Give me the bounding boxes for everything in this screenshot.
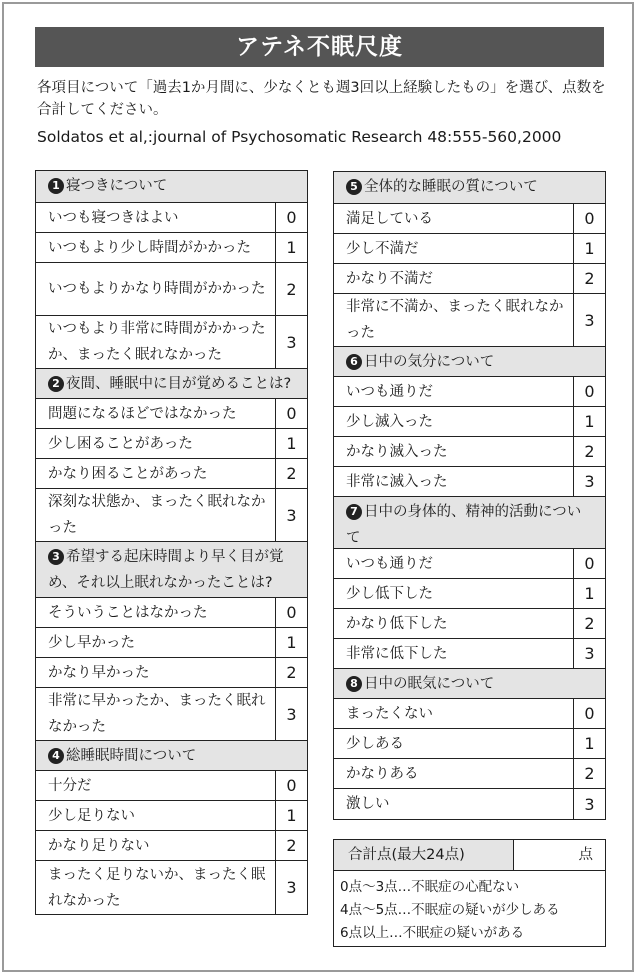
answer-option-label: 少し足りない xyxy=(36,801,276,830)
answer-option-score: 3 xyxy=(286,332,297,352)
answer-option-row[interactable] xyxy=(334,264,605,294)
answer-option-score: 0 xyxy=(286,776,297,795)
answer-option-label: そういうことはなかった xyxy=(36,598,276,627)
section-heading xyxy=(334,172,605,204)
answer-option-score: 2 xyxy=(584,269,595,288)
answer-option-row[interactable] xyxy=(334,407,605,437)
answer-option-score: 2 xyxy=(286,836,297,855)
answer-option-score: 0 xyxy=(286,208,297,227)
section-heading xyxy=(334,669,605,699)
answer-option-label: 激しい xyxy=(334,789,574,819)
answer-option-label: かなり困ることがあった xyxy=(36,459,276,488)
left-questions-table xyxy=(35,170,308,915)
interpretation-line: 0点～3点…不眠症の心配ない xyxy=(340,879,520,895)
answer-option-label: 非常に早かったか、まったく眠れなかった xyxy=(36,688,276,740)
answer-option-score: 3 xyxy=(286,878,297,897)
answer-option-row[interactable] xyxy=(36,316,307,369)
interpretation-line: 6点以上…不眠症の疑いがある xyxy=(340,925,525,941)
answer-option-label: かなり不満だ xyxy=(334,264,574,293)
answer-option-row[interactable] xyxy=(36,801,307,831)
section-heading xyxy=(36,741,307,771)
answer-option-row[interactable] xyxy=(334,639,605,669)
answer-option-label: 少しある xyxy=(334,729,574,758)
answer-option-label: まったく足りないか、まったく眠れなかった xyxy=(36,861,276,914)
answer-option-score: 2 xyxy=(286,464,297,483)
answer-option-score: 1 xyxy=(584,239,595,258)
citation-text: Soldatos et al,:journal of Psychosomatic Research 48:555-560,2000 xyxy=(37,128,562,146)
answer-option-label: かなり足りない xyxy=(36,831,276,860)
section-heading xyxy=(334,497,605,549)
section-title: 日中の眠気について xyxy=(364,676,495,692)
answer-option-row[interactable] xyxy=(334,759,605,789)
answer-option-label: 問題になるほどではなかった xyxy=(36,399,276,428)
answer-option-score: 1 xyxy=(286,806,297,825)
total-score-box xyxy=(333,839,606,947)
answer-option-score: 2 xyxy=(584,764,595,783)
answer-option-score: 0 xyxy=(286,404,297,423)
answer-option-row[interactable] xyxy=(334,579,605,609)
total-score-input[interactable] xyxy=(514,840,605,870)
answer-option-row[interactable] xyxy=(334,377,605,407)
answer-option-row[interactable] xyxy=(36,429,307,459)
page-title: アテネ不眠尺度 xyxy=(35,27,604,67)
section-heading xyxy=(36,369,307,399)
answer-option-label: いつもより非常に時間がかかったか、まったく眠れなかった xyxy=(36,316,276,368)
answer-option-label: 少し早かった xyxy=(36,628,276,657)
section-title: 希望する起床時間より早く目が覚め、それ以上眠れなかったことは? xyxy=(48,549,284,591)
answer-option-score: 2 xyxy=(286,279,297,299)
answer-option-row[interactable] xyxy=(36,861,307,914)
answer-option-score: 2 xyxy=(584,614,595,633)
answer-option-score: 0 xyxy=(584,209,595,228)
answer-option-row[interactable] xyxy=(36,203,307,233)
answer-option-label: 少し不満だ xyxy=(334,234,574,263)
section-number-badge: 3 xyxy=(48,549,64,565)
answer-option-label: いつも通りだ xyxy=(334,377,574,406)
section-number-badge: 4 xyxy=(48,748,64,764)
section-title: 寝つきについて xyxy=(66,178,168,194)
answer-option-score: 0 xyxy=(584,704,595,723)
answer-option-score: 3 xyxy=(286,704,297,724)
answer-option-label: まったくない xyxy=(334,699,574,728)
answer-option-score: 1 xyxy=(286,633,297,652)
answer-option-row[interactable] xyxy=(334,789,605,819)
answer-option-score: 1 xyxy=(584,584,595,603)
answer-option-score: 3 xyxy=(286,505,297,525)
answer-option-row[interactable] xyxy=(334,294,605,347)
answer-option-label: 満足している xyxy=(334,204,574,233)
answer-option-row[interactable] xyxy=(334,609,605,639)
section-number-badge: 7 xyxy=(346,504,362,520)
answer-option-label: かなり低下した xyxy=(334,609,574,638)
answer-option-row[interactable] xyxy=(36,489,307,542)
answer-option-row[interactable] xyxy=(36,263,307,316)
score-interpretation xyxy=(334,871,605,950)
answer-option-label: 十分だ xyxy=(36,771,276,800)
answer-option-score: 2 xyxy=(584,442,595,461)
answer-option-score: 1 xyxy=(584,412,595,431)
answer-option-label: 少し滅入った xyxy=(334,407,574,436)
answer-option-row[interactable] xyxy=(36,658,307,688)
answer-option-score: 0 xyxy=(584,554,595,573)
answer-option-row[interactable] xyxy=(334,437,605,467)
section-heading xyxy=(36,171,307,203)
answer-option-row[interactable] xyxy=(36,831,307,861)
section-number-badge: 2 xyxy=(48,376,64,392)
answer-option-row[interactable] xyxy=(334,234,605,264)
answer-option-row[interactable] xyxy=(334,467,605,497)
answer-option-score: 3 xyxy=(584,310,595,330)
answer-option-row[interactable] xyxy=(36,771,307,801)
answer-option-label: いつもより少し時間がかかった xyxy=(36,233,276,262)
section-title: 全体的な睡眠の質について xyxy=(364,179,538,195)
section-title: 日中の気分について xyxy=(364,354,495,370)
right-questions-table xyxy=(333,171,606,820)
instructions-text: 各項目について「過去1か月間に、少なくとも週3回以上経験したもの」を選び、点数を合計してください。 xyxy=(37,80,606,118)
section-number-badge: 1 xyxy=(48,178,64,194)
interpretation-line: 4点～5点…不眠症の疑いが少しある xyxy=(340,902,560,918)
answer-option-score: 3 xyxy=(584,472,595,491)
total-score-label: 合計点(最大24点) xyxy=(334,840,514,870)
answer-option-score: 0 xyxy=(286,603,297,622)
answer-option-score: 1 xyxy=(286,238,297,257)
answer-option-score: 3 xyxy=(584,644,595,663)
answer-option-label: 非常に低下した xyxy=(334,639,574,668)
section-title: 夜間、睡眠中に目が覚めることは? xyxy=(66,376,292,392)
answer-option-score: 1 xyxy=(286,434,297,453)
answer-option-label: いつも寝つきはよい xyxy=(36,203,276,232)
answer-option-label: かなり早かった xyxy=(36,658,276,687)
answer-option-row[interactable] xyxy=(334,549,605,579)
answer-option-row[interactable] xyxy=(36,233,307,263)
answer-option-label: 少し困ることがあった xyxy=(36,429,276,458)
answer-option-label: かなりある xyxy=(334,759,574,788)
answer-option-row[interactable] xyxy=(36,399,307,429)
answer-option-row[interactable] xyxy=(334,729,605,759)
section-number-badge: 6 xyxy=(346,354,362,370)
answer-option-label: 非常に滅入った xyxy=(334,467,574,496)
section-number-badge: 8 xyxy=(346,676,362,692)
section-heading xyxy=(334,347,605,377)
total-score-unit: 点 xyxy=(578,847,593,863)
answer-option-row[interactable] xyxy=(36,459,307,489)
answer-option-label: いつも通りだ xyxy=(334,549,574,578)
answer-option-row[interactable] xyxy=(36,688,307,741)
answer-option-score: 2 xyxy=(286,663,297,682)
answer-option-row[interactable] xyxy=(36,598,307,628)
section-heading xyxy=(36,542,307,598)
answer-option-row[interactable] xyxy=(36,628,307,658)
answer-option-label: 非常に不満か、まったく眠れなかった xyxy=(334,294,574,346)
section-number-badge: 5 xyxy=(346,179,362,195)
answer-option-score: 1 xyxy=(584,734,595,753)
answer-option-score: 0 xyxy=(584,382,595,401)
answer-option-row[interactable] xyxy=(334,204,605,234)
answer-option-score: 3 xyxy=(584,794,595,814)
answer-option-label: いつもよりかなり時間がかかった xyxy=(36,263,276,315)
answer-option-label: かなり滅入った xyxy=(334,437,574,466)
answer-option-label: 少し低下した xyxy=(334,579,574,608)
section-title: 総睡眠時間について xyxy=(66,748,197,764)
answer-option-row[interactable] xyxy=(334,699,605,729)
answer-option-label: 深刻な状態か、まったく眠れなかった xyxy=(36,489,276,541)
section-title: 日中の身体的、精神的活動について xyxy=(346,504,582,546)
